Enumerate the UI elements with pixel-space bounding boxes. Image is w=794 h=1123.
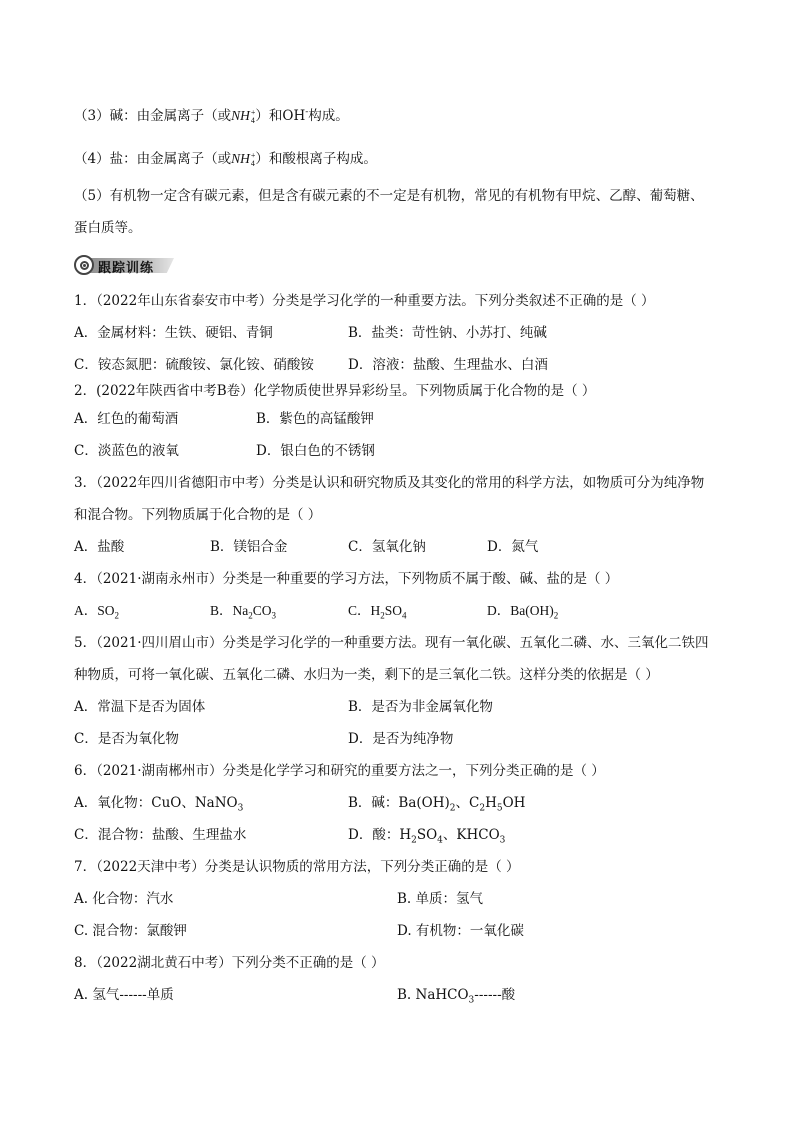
question-8-option-a: A. 氢气------单质 [74,987,174,1003]
question-4-option-b: B．$Na_2CO_3$ [210,603,277,621]
question-4-stem: 4．（2021·湖南永州市）分类是一种重要的学习方法，下列物质不属于酸、碱、盐的是（ ） [74,571,619,587]
note-base-prefix: （3）碱：由金属离子（或 [74,108,232,124]
question-8-option-b: B. NaHCO$_3$------酸 [397,987,516,1006]
question-5-option-b: B．是否为非金属氧化物 [348,699,493,715]
note-organic-line2: 蛋白质等。 [74,220,142,236]
question-2-option-b: B．紫色的高锰酸钾 [256,411,374,427]
question-8-stem: 8．（2022湖北黄石中考）下列分类不正确的是（ ） [74,955,385,971]
note-salt-prefix: （4）盐：由金属离子（或 [74,151,232,167]
note-base-suffix: ）和OH [255,108,306,124]
question-7-option-c: C. 混合物：氯酸钾 [74,923,187,939]
question-6-option-b: B．碱：$Ba(OH)_2$、$C_2H_5OH$ [348,795,526,814]
question-3-option-a: A．盐酸 [74,539,125,555]
question-1-option-b: B．盐类：苛性钠、小苏打、纯碱 [348,325,547,341]
question-5-stem-line2: 种物质，可将一氧化碳、五氧化二磷、水归为一类，剩下的是三氧化二铁。这样分类的依据是（ ） [74,667,659,683]
question-6-stem: 6．（2021·湖南郴州市）分类是化学学习和研究的重要方法之一，下列分类正确的是（ ） [74,763,605,779]
target-icon [74,255,94,275]
question-6-option-d: D．酸：$H_2SO_4$、$KHCO_3$ [348,827,506,846]
question-6-option-c: C．混合物：盐酸、生理盐水 [74,827,247,843]
note-salt [74,150,377,168]
question-7-option-d: D. 有机物：一氧化碳 [397,923,524,939]
ammonium-ion: NH + 4 [231,150,256,168]
question-3-stem-line2: 和混合物。下列物质属于化合物的是（ ） [74,507,322,523]
question-2-option-d: D．银白色的不锈钢 [256,443,375,459]
question-4-option-c: C．$H_2SO_4$ [348,603,407,621]
question-2-stem: 2．(2022年陕西省中考B卷）化学物质使世界异彩纷呈。下列物质属于化合物的是（ ） [74,383,596,399]
section-heading [74,255,174,275]
question-7-option-a: A. 化合物：汽水 [74,891,174,907]
note-base: （3）碱：由金属离子（或NH + 4 ）和OH-构成。 [74,107,349,125]
question-5-option-d: D．是否为纯净物 [348,731,454,747]
question-3-option-d: D．氮气 [487,539,539,555]
section-title: 跟踪训练 [98,261,155,276]
question-2-option-a: A．红色的葡萄酒 [74,411,179,427]
question-3-stem-line1: 3．（2022年四川省德阳市中考）分类是认识和研究物质及其变化的常用的科学方法，如物质可分为纯净物 [74,475,705,491]
question-7-option-b: B. 单质：氢气 [397,891,484,907]
question-2-option-c: C．淡蓝色的液氧 [74,443,179,459]
question-1-option-c: C．铵态氮肥：硫酸铵、氯化铵、硝酸铵 [74,357,314,373]
question-5-option-a: A．常温下是否为固体 [74,699,206,715]
question-7-stem: 7．（2022天津中考）分类是认识物质的常用方法，下列分类正确的是（ ） [74,859,520,875]
question-3-option-b: B．镁铝合金 [210,539,288,555]
note-organic-line1: （5）有机物一定含有碳元素，但是含有碳元素的不一定是有机物，常见的有机物有甲烷、乙醇、葡萄糖、 [74,188,704,204]
question-6-option-a: A．氧化物：CuO、NaNO$_3$ [74,795,244,814]
question-5-stem-line1: 5．（2021·四川眉山市）分类是学习化学的一种重要方法。现有一氧化碳、五氧化二磷、水、三氧化二铁四 [74,635,709,651]
question-1-option-d: D．溶液：盐酸、生理盐水、白酒 [348,357,548,373]
question-5-option-c: C．是否为氧化物 [74,731,179,747]
question-3-option-c: C．氢氧化钠 [348,539,426,555]
question-4-option-d: D．$Ba(OH)_2$ [487,603,559,621]
question-1-stem: 1．（2022年山东省泰安市中考）分类是学习化学的一种重要方法。下列分类叙述不正确的是（ ） [74,293,655,309]
ammonium-ion: NH + 4 [231,107,256,125]
note-salt-suffix: ）和酸根离子构成。 [255,151,377,167]
question-4-option-a: A．$SO_2$ [74,603,120,621]
question-1-option-a: A．金属材料：生铁、硬铝、青铜 [74,325,273,341]
